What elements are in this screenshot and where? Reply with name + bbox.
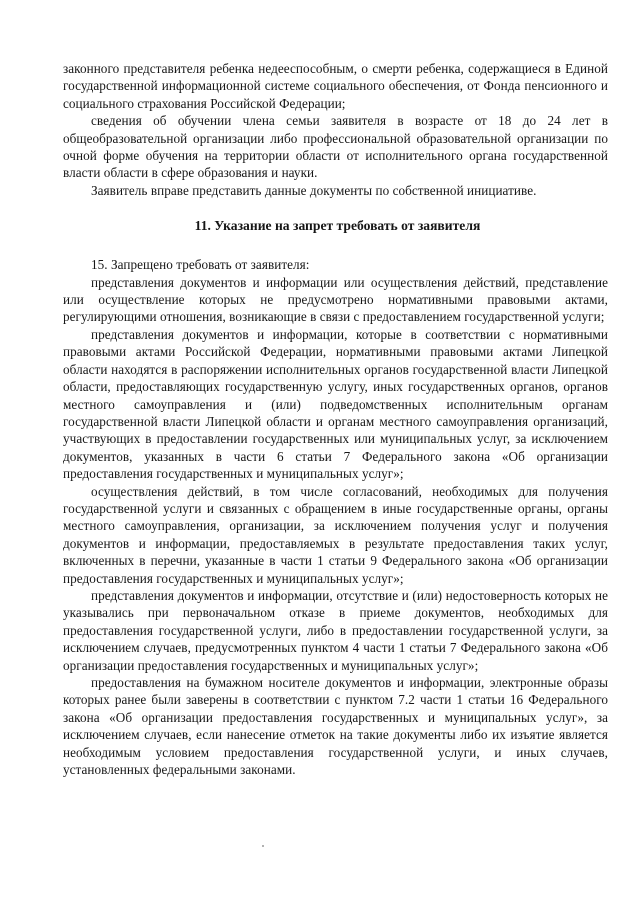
section-heading: 11. Указание на запрет требовать от заявителя <box>194 218 481 234</box>
paragraph-own-initiative: Заявитель вправе представить данные документы по собственной инициативе. <box>91 182 537 198</box>
paragraph-prohibition-2: представления документов и информации, которые в соответствии с нормативными правовыми актами Российской Федерации, нормативными правовыми актами Липецкой области находятся в распоряжении исполнительных органов государственной власти Липецкой области, предоставляющих государственную услугу, иных государственных органов, органов местного самоуправления и (или) подведомственных исполнительным органам государственной власти Липецкой области и органам местного самоуправления организаций, участвующих в предоставлении государственных или муниципальных услуг, за исключением документов, указанных в части 6 статьи 7 Федерального закона «Об организации предоставления государственных и муниципальных услуг»; <box>63 326 608 482</box>
scan-speck <box>262 845 264 847</box>
paragraph-continuation: законного представителя ребенка недееспособным, о смерти ребенка, содержащиеся в Единой государственной информационной системе социального обеспечения, от Фонда пенсионного и социального страхования Российской Федерации; <box>63 61 608 111</box>
paragraph-prohibition-3: осуществления действий, в том числе согласований, необходимых для получения государственной услуги и связанных с обращением в иные государственные органы, органы местного самоуправления, организации, за исключением получения услуг и получения документов и информации, предоставляемых в результате предоставления таких услуг, включенных в перечни, указанные в части 1 статьи 9 Федерального закона «Об организации предоставления государственных и муниципальных услуг»; <box>63 483 608 586</box>
paragraph-item-15: 15. Запрещено требовать от заявителя: <box>91 257 310 273</box>
paragraph-prohibition-4: представления документов и информации, отсутствие и (или) недостоверность которых не указывались при первоначальном отказе в приеме документов, необходимых для предоставления государственной услуги, либо в предоставлении государственной услуги, за исключением случаев, предусмотренных пунктом 4 части 1 статьи 7 Федерального закона «Об организации предоставления государственных и муниципальных услуг»; <box>63 587 608 673</box>
paragraph-education-info: сведения об обучении члена семьи заявителя в возрасте от 18 до 24 лет в общеобразовательной организации либо профессиональной образовательной организации по очной форме обучения на территории области от исполнительного органа государственной власти области в сфере образования и науки. <box>63 113 608 181</box>
paragraph-prohibition-5: предоставления на бумажном носителе документов и информации, электронные образы которых ранее были заверены в соответствии с пунктом 7.2 части 1 статьи 16 Федерального закона «Об организации предоставления государственных и муниципальных услуг», за исключением случаев, если нанесение отметок на такие документы либо их изъятие является необходимым условием предоставления государственной услуги, и иных случаев, установленных федеральными законами. <box>63 675 608 778</box>
paragraph-prohibition-1: представления документов и информации или осуществления действий, представление или осуществление которых не предусмотрено нормативными правовыми актами, регулирующими отношения, возникающие в связи с предоставлением государственной услуги; <box>63 274 608 325</box>
